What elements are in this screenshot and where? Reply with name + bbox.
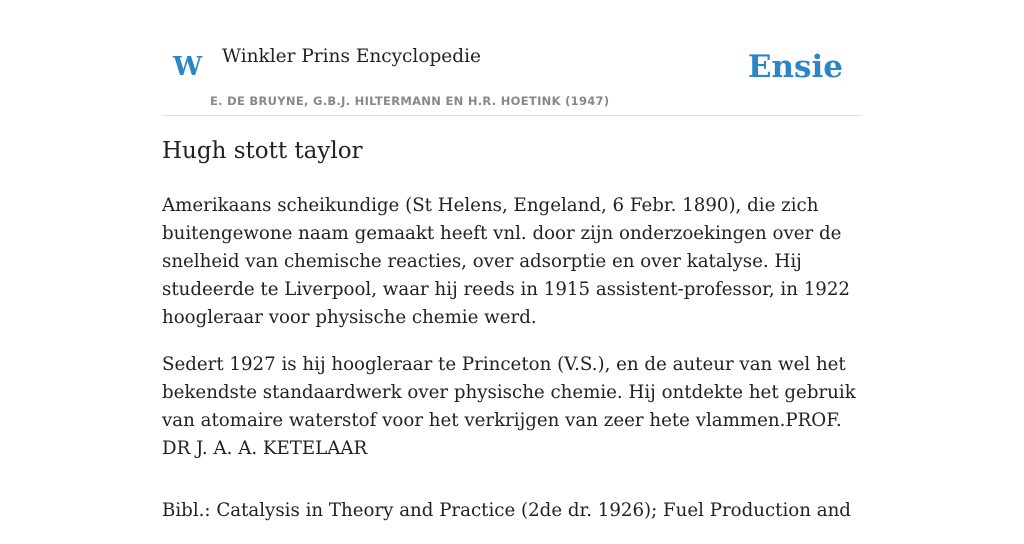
entry-paragraph: Sedert 1927 is hij hoogleraar te Princeton (V.S.), en de auteur van wel het bekendste standaardwerk over physische chemie. Hij ontdekte het gebruik van atomaire waterstof voor het verkrijgen van zeer hete vlammen.PROF. DR J. A. A. KETELAAR (162, 354, 856, 459)
winkler-prins-logo[interactable]: W (173, 52, 203, 82)
bibliography: Bibl.: Catalysis in Theory and Practice (2de dr. 1926); Fuel Production and (162, 500, 851, 521)
source-title[interactable]: Winkler Prins Encyclopedie (222, 46, 481, 67)
entry-paragraph: Amerikaans scheikundige (St Helens, Engeland, 6 Febr. 1890), die zich buitengewone naam gemaakt heeft vnl. door zijn onderzoekingen over de snelheid van chemische reacties, over adsorptie en over katalyse. Hij studeerde te Liverpool, waar hij reeds in 1915 assistent-professor, in 1922 hoogleraar voor physische chemie werd. (162, 195, 850, 328)
header (162, 0, 862, 116)
page (162, 0, 862, 521)
ensie-brand-logo[interactable]: Ensie (747, 49, 843, 85)
entry-body (162, 192, 862, 544)
entry-title: Hugh stott taylor (162, 138, 363, 164)
source-authors: E. DE BRUYNE, G.B.J. HILTERMANN EN H.R. HOETINK (1947) (210, 94, 610, 108)
